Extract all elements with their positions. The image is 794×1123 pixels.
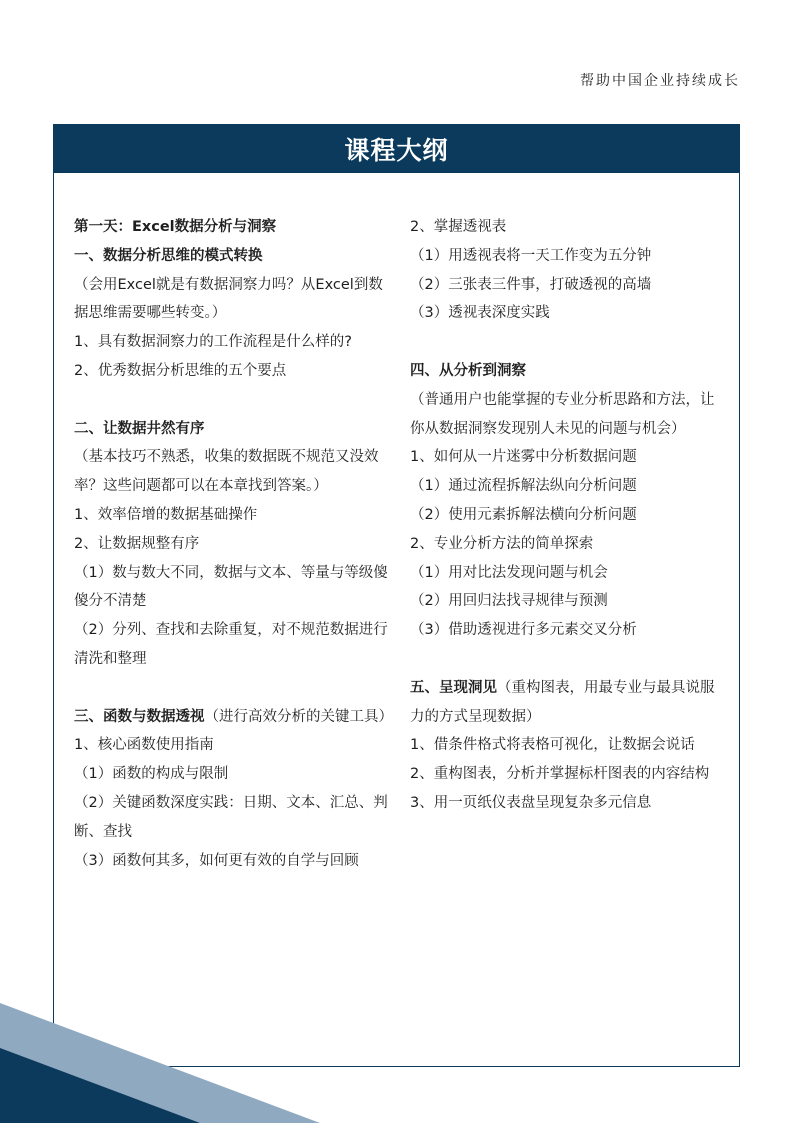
section-1-item-1: 1、具有数据洞察力的工作流程是什么样的? [74,334,352,351]
section-4-item-1: 1、如何从一片迷雾中分析数据问题 [410,449,637,466]
section-2-item-1: 1、效率倍增的数据基础操作 [74,506,258,523]
section-5-title-note: （重构图表，用最专业与最具说服力的方式呈现数据） [410,679,715,725]
section-2-sub-1: （1）数与数大不同，数据与文本、等量与等级傻傻分不清楚 [74,564,388,610]
section-1-title: 一、数据分析思维的模式转换 [74,247,263,264]
section-4-item-2: 2、专业分析方法的简单探索 [410,535,594,552]
section-3-item-1: 1、核心函数使用指南 [74,737,214,754]
section-3-title-note: （进行高效分析的关键工具） [204,708,393,725]
section-5-heading [410,674,728,732]
section-1-note: （会用Excel就是有数据洞察力吗？从Excel到数据思维需要哪些转变。） [74,276,383,322]
left-column [74,213,394,875]
section-4-sub-5: （3）借助透视进行多元素交叉分析 [410,622,637,639]
section-2-note: （基本技巧不熟悉，收集的数据既不规范又没效率？这些问题都可以在本章找到答案。） [74,449,379,495]
section-4-note: （普通用户也能掌握的专业分析思路和方法，让你从数据洞察发现别人未见的问题与机会） [410,391,715,437]
section-5-title: 五、呈现洞见 [410,679,497,696]
right-column [410,213,728,818]
day-heading: 第一天：Excel数据分析与洞察 [74,219,277,235]
section-2-title: 二、让数据井然有序 [74,420,205,437]
section-3-sub-2: （2）关键函数深度实践：日期、文本、汇总、判断、查找 [74,794,388,840]
section-2-item-2: 2、让数据规整有序 [74,535,200,552]
section-1-item-2: 2、优秀数据分析思维的五个要点 [74,362,287,379]
section-5-item-2: 2、重构图表，分析并掌握标杆图表的内容结构 [410,766,710,783]
section-4-sub-2: （2）使用元素拆解法横向分析问题 [410,506,637,523]
section-3-sub-4: （1）用透视表将一天工作变为五分钟 [410,247,652,264]
section-3-sub-1: （1）函数的构成与限制 [74,766,229,783]
section-4-title: 四、从分析到洞察 [410,362,526,379]
outline-title: 课程大纲 [54,125,739,173]
section-4-sub-4: （2）用回归法找寻规律与预测 [410,593,608,610]
section-3-sub-6: （3）透视表深度实践 [410,305,550,322]
section-3-sub-5: （2）三张表三件事，打破透视的高墙 [410,276,652,293]
section-4-sub-1: （1）通过流程拆解法纵向分析问题 [410,478,637,495]
section-5-item-3: 3、用一页纸仪表盘呈现复杂多元信息 [410,794,652,811]
course-outline-frame [53,124,740,1067]
section-3-sub-3: （3）函数何其多，如何更有效的自学与回顾 [74,852,359,869]
section-3-heading [74,703,394,732]
section-5-item-1: 1、借条件格式将表格可视化，让数据会说话 [410,737,695,754]
header-tagline: 帮助中国企业持续成长 [580,73,740,89]
section-4-sub-3: （1）用对比法发现问题与机会 [410,564,608,581]
section-3-item-2: 2、掌握透视表 [410,219,507,235]
section-2-sub-2: （2）分列、查找和去除重复，对不规范数据进行清洗和整理 [74,622,388,667]
section-3-title: 三、函数与数据透视 [74,708,205,725]
